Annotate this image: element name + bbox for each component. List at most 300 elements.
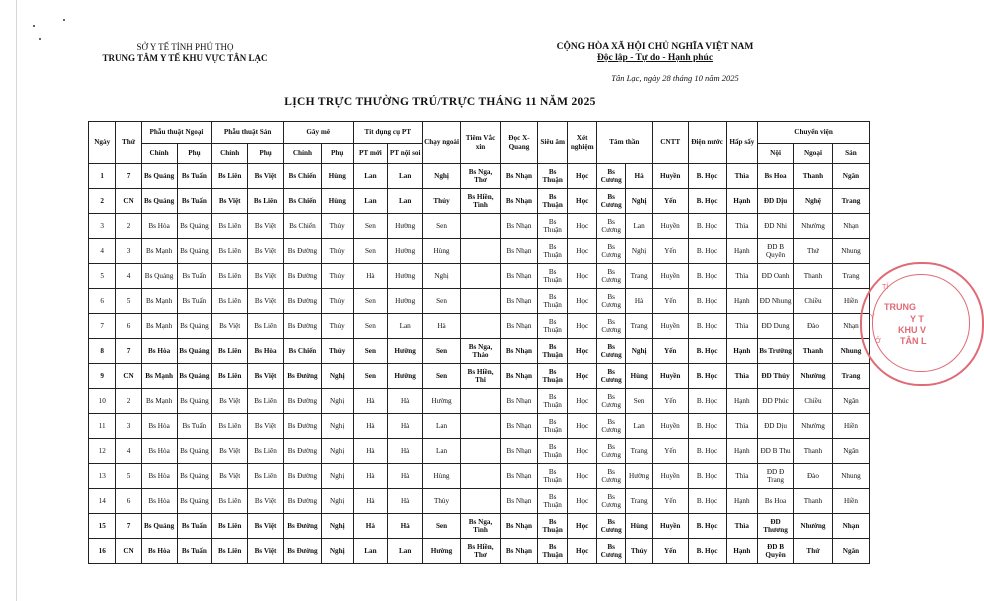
table-cell: Học (568, 364, 596, 389)
table-cell: B. Học (688, 514, 726, 539)
table-cell: Bs Thuận (537, 339, 568, 364)
table-cell: B. Học (688, 539, 726, 564)
table-row (89, 164, 870, 189)
table-cell: Nhạn (832, 214, 869, 239)
table-cell: Sen (353, 314, 388, 339)
table-cell: Huyền (652, 464, 688, 489)
table-cell: Bs Việt (248, 414, 284, 439)
col-header-cntt: CNTT (652, 122, 688, 164)
table-cell: Bs Quảng (177, 214, 212, 239)
table-cell: Hà (626, 289, 652, 314)
table-cell: Sen (423, 289, 461, 314)
table-cell: Bs Nhạn (501, 514, 538, 539)
table-cell: Thủy (423, 189, 461, 214)
table-cell: B. Học (688, 364, 726, 389)
table-cell: Bs Hòa (141, 214, 177, 239)
col-header-pt-ngoai: Phẫu thuật Ngoại (141, 122, 212, 144)
table-header (89, 122, 870, 164)
table-cell: Hiền (832, 289, 869, 314)
table-cell: Trang (832, 264, 869, 289)
table-cell: B. Học (688, 414, 726, 439)
table-cell: Thìa (726, 214, 758, 239)
table-cell: Sen (626, 389, 652, 414)
table-cell: Bs Quảng (141, 514, 177, 539)
scan-edge-line (16, 0, 17, 601)
table-cell (461, 389, 501, 414)
table-cell: Yến (652, 539, 688, 564)
table-cell: B. Học (688, 214, 726, 239)
table-cell: Huyền (652, 414, 688, 439)
table-cell: Bs Nhạn (501, 414, 538, 439)
table-cell: Bs Cương (596, 414, 626, 439)
table-cell: Bs Trường (758, 339, 794, 364)
table-cell: Nghị (321, 439, 353, 464)
table-cell: Trang (832, 364, 869, 389)
table-cell: Nghị (321, 514, 353, 539)
table-cell: Hùng (626, 514, 652, 539)
scan-speck (33, 25, 35, 27)
table-cell: Bs Hòa (141, 489, 177, 514)
table-cell: Thanh (793, 264, 832, 289)
table-cell: CN (116, 189, 141, 214)
table-cell: Thủy (321, 239, 353, 264)
table-cell: Sen (353, 339, 388, 364)
table-cell: Thủy (321, 214, 353, 239)
stamp-text: Y T (910, 314, 924, 324)
table-cell: Bs Đường (283, 489, 321, 514)
table-cell: Bs Nhạn (501, 339, 538, 364)
col-header-pt-san: Phẫu thuật Sản (212, 122, 284, 144)
table-cell: Bs Việt (248, 239, 284, 264)
table-cell: Bs Hòa (248, 339, 284, 364)
table-cell: Bs Thuận (537, 189, 568, 214)
table-cell: Bs Thuận (537, 214, 568, 239)
table-cell: Bs Cương (596, 189, 626, 214)
table-cell: Thìa (726, 414, 758, 439)
table-cell: Bs Việt (212, 439, 248, 464)
table-cell: Hường (423, 389, 461, 414)
table-cell (461, 464, 501, 489)
stamp-text: TỈ (882, 284, 889, 291)
table-cell: Nhường (793, 414, 832, 439)
table-cell: Bs Thuận (537, 439, 568, 464)
table-cell: Chiều (793, 289, 832, 314)
table-cell: Hạnh (726, 439, 758, 464)
table-cell: B. Học (688, 439, 726, 464)
table-row (89, 514, 870, 539)
table-cell: Hà (353, 389, 388, 414)
scan-speck (63, 19, 65, 21)
sub-header-noi: Nội (758, 144, 794, 164)
table-cell: Bs Cương (596, 239, 626, 264)
sub-header-san: Sản (832, 144, 869, 164)
table-cell: Bs Liên (212, 489, 248, 514)
table-cell: Học (568, 214, 596, 239)
table-cell: Hà (353, 464, 388, 489)
table-cell: 6 (116, 489, 141, 514)
table-cell: Hạnh (726, 539, 758, 564)
table-cell: Bs Đường (283, 414, 321, 439)
col-header-chay-ngoai: Chạy ngoài (423, 122, 461, 164)
table-cell: Bs Việt (212, 314, 248, 339)
table-cell: Hà (388, 439, 423, 464)
table-cell: Bs Thuận (537, 539, 568, 564)
issuing-organization (90, 42, 280, 64)
table-cell: Bs Việt (212, 189, 248, 214)
table-cell: Bs Chiến (283, 164, 321, 189)
table-cell: ĐD Nhung (758, 289, 794, 314)
table-cell: Hường (388, 289, 423, 314)
table-cell: Thìa (726, 364, 758, 389)
table-cell: Thìa (726, 164, 758, 189)
table-cell (461, 239, 501, 264)
table-cell: Hạnh (726, 339, 758, 364)
col-header-gay-me: Gây mê (283, 122, 353, 144)
table-row (89, 264, 870, 289)
table-cell: Học (568, 339, 596, 364)
table-cell: 6 (116, 314, 141, 339)
table-cell: Bs Quảng (141, 164, 177, 189)
table-cell: Bs Cương (596, 439, 626, 464)
table-cell: Ngân (832, 389, 869, 414)
sub-header-phu: Phụ (248, 144, 284, 164)
table-row (89, 464, 870, 489)
table-cell: B. Học (688, 164, 726, 189)
table-cell: Hà (353, 264, 388, 289)
table-cell: Học (568, 314, 596, 339)
table-cell: ĐD B Quyên (758, 239, 794, 264)
table-cell: Ngân (832, 539, 869, 564)
table-cell: Bs Quảng (177, 239, 212, 264)
table-cell: Hùng (321, 189, 353, 214)
table-cell: Hà (388, 389, 423, 414)
table-cell: Hùng (321, 164, 353, 189)
table-cell: Bs Tuấn (177, 264, 212, 289)
table-cell: Bs Quảng (177, 439, 212, 464)
table-cell: Thìa (726, 464, 758, 489)
table-cell: Nhường (793, 214, 832, 239)
table-cell: Hùng (626, 364, 652, 389)
table-cell: Bs Cương (596, 314, 626, 339)
table-cell: Bs Chiến (283, 189, 321, 214)
table-cell: Yến (652, 189, 688, 214)
sub-header-ngoai: Ngoại (793, 144, 832, 164)
table-cell: Bs Quảng (177, 389, 212, 414)
table-cell: Bs Việt (248, 214, 284, 239)
table-cell: Bs Nhạn (501, 189, 538, 214)
table-cell: Bs Nhạn (501, 289, 538, 314)
table-cell: Sen (353, 214, 388, 239)
table-cell: Nhường (793, 364, 832, 389)
table-cell: ĐD Dịu (758, 189, 794, 214)
table-cell: Bs Nhạn (501, 214, 538, 239)
table-row (89, 189, 870, 214)
col-header-xet-nghiem: Xét nghiệm (568, 122, 596, 164)
table-cell: Bs Thuận (537, 464, 568, 489)
table-row (89, 539, 870, 564)
table-cell: Bs Quảng (177, 464, 212, 489)
table-cell: B. Học (688, 264, 726, 289)
table-cell (461, 264, 501, 289)
table-cell: Lan (423, 414, 461, 439)
table-cell: ĐD Nhi (758, 214, 794, 239)
table-cell: Yến (652, 289, 688, 314)
table-cell: Học (568, 289, 596, 314)
table-cell: Hạnh (726, 489, 758, 514)
table-cell: B. Học (688, 489, 726, 514)
table-cell: Bs Hoa (758, 489, 794, 514)
table-cell: Bs Cương (596, 539, 626, 564)
table-cell: Nghệ (793, 189, 832, 214)
table-row (89, 289, 870, 314)
sub-header-phu: Phụ (177, 144, 212, 164)
col-header-hap-say: Hấp sấy (726, 122, 758, 164)
table-cell: 10 (89, 389, 116, 414)
table-cell: Thủy (321, 314, 353, 339)
table-cell: Ngân (832, 164, 869, 189)
table-cell: 3 (89, 214, 116, 239)
table-cell: Hùng (423, 464, 461, 489)
table-row (89, 364, 870, 389)
table-body (89, 164, 870, 564)
table-cell: 5 (116, 289, 141, 314)
table-cell: B. Học (688, 314, 726, 339)
table-cell: Chiều (793, 389, 832, 414)
table-cell: 15 (89, 514, 116, 539)
table-cell: Huyền (652, 314, 688, 339)
table-cell (461, 314, 501, 339)
table-cell: Thứ (793, 539, 832, 564)
table-cell: 2 (116, 389, 141, 414)
table-cell: 7 (116, 514, 141, 539)
table-cell: Bs Đường (283, 364, 321, 389)
table-cell: Thủy (321, 264, 353, 289)
table-cell: Bs Việt (248, 364, 284, 389)
table-cell: Bs Nhạn (501, 364, 538, 389)
table-cell: 16 (89, 539, 116, 564)
table-cell: Học (568, 439, 596, 464)
table-cell: Nghị (321, 389, 353, 414)
table-cell: Hà (423, 314, 461, 339)
table-cell: Bs Liên (248, 439, 284, 464)
table-cell: Bs Liên (248, 314, 284, 339)
table-cell: 5 (116, 464, 141, 489)
table-cell: Hà (353, 514, 388, 539)
table-cell: Yến (652, 489, 688, 514)
table-cell: Nghị (321, 539, 353, 564)
table-cell: ĐD Oanh (758, 264, 794, 289)
table-cell: Bs Liên (248, 389, 284, 414)
table-cell: Trang (626, 264, 652, 289)
table-cell: Bs Liên (212, 214, 248, 239)
table-cell: Bs Đường (283, 439, 321, 464)
table-cell: Bs Thuận (537, 239, 568, 264)
table-cell: Hường (388, 339, 423, 364)
table-cell: Trang (626, 314, 652, 339)
table-cell: Hà (388, 464, 423, 489)
table-cell: Học (568, 189, 596, 214)
table-cell: Bs Hòa (141, 439, 177, 464)
table-cell: Hạnh (726, 289, 758, 314)
table-cell: Thứ (793, 239, 832, 264)
table-cell: Bs Thuận (537, 164, 568, 189)
table-cell: Bs Việt (212, 389, 248, 414)
table-cell: ĐD Thủy (758, 364, 794, 389)
col-header-tam-than: Tâm thần (596, 122, 652, 164)
table-cell: Hường (388, 214, 423, 239)
table-cell: Trang (832, 189, 869, 214)
table-cell: Lan (353, 164, 388, 189)
table-cell: 6 (89, 289, 116, 314)
table-cell: 4 (89, 239, 116, 264)
table-cell: 12 (89, 439, 116, 464)
table-cell: 9 (89, 364, 116, 389)
table-cell: Lan (353, 189, 388, 214)
table-cell (461, 439, 501, 464)
table-cell: Thanh (793, 164, 832, 189)
col-header-chuyen-vien: Chuyển viện (758, 122, 870, 144)
table-cell: Huyền (652, 264, 688, 289)
table-cell: ĐD Phúc (758, 389, 794, 414)
table-cell: Bs Liên (212, 514, 248, 539)
table-cell: ĐD Thương (758, 514, 794, 539)
table-cell: Bs Nga, Tình (461, 514, 501, 539)
table-cell: Bs Việt (248, 539, 284, 564)
table-cell: Bs Cương (596, 164, 626, 189)
table-cell: Hà (388, 514, 423, 539)
table-cell: Bs Thuận (537, 289, 568, 314)
table-cell: Bs Việt (248, 514, 284, 539)
table-cell: 4 (116, 264, 141, 289)
stamp-text: Y (870, 314, 875, 321)
table-cell: Thanh (793, 339, 832, 364)
table-cell: Bs Cương (596, 464, 626, 489)
table-cell: Nhạn (832, 514, 869, 539)
table-cell: 1 (89, 164, 116, 189)
official-stamp (860, 262, 984, 386)
table-cell: Nghị (321, 464, 353, 489)
table-cell: Hà (626, 164, 652, 189)
table-cell: Thủy (321, 339, 353, 364)
table-cell (461, 289, 501, 314)
table-row (89, 214, 870, 239)
table-cell: 8 (89, 339, 116, 364)
table-cell: B. Học (688, 339, 726, 364)
table-cell: Bs Thuận (537, 489, 568, 514)
table-cell (461, 414, 501, 439)
table-cell: 14 (89, 489, 116, 514)
table-cell: Thìa (726, 314, 758, 339)
table-cell: Bs Thuận (537, 364, 568, 389)
table-cell: Bs Nhạn (501, 239, 538, 264)
table-cell: Trang (626, 489, 652, 514)
col-header-dien-nuoc: Điện nước (688, 122, 726, 164)
table-cell: 13 (89, 464, 116, 489)
table-row (89, 439, 870, 464)
table-cell: Bs Cương (596, 289, 626, 314)
table-cell: Bs Đường (283, 314, 321, 339)
table-cell: Hiền (832, 489, 869, 514)
col-header-doc-x-quang: Đọc X-Quang (501, 122, 538, 164)
table-cell: B. Học (688, 239, 726, 264)
table-cell: Lan (388, 314, 423, 339)
table-cell: Bs Cương (596, 364, 626, 389)
table-cell: Bs Đường (283, 239, 321, 264)
table-cell: B. Học (688, 389, 726, 414)
table-cell: Bs Quảng (177, 489, 212, 514)
table-cell: Bs Quảng (177, 314, 212, 339)
table-cell: Bs Quảng (177, 364, 212, 389)
table-cell: ĐD Dịu (758, 414, 794, 439)
table-cell: Bs Nhạn (501, 389, 538, 414)
table-cell: Bs Tuấn (177, 514, 212, 539)
table-cell: Bs Liên (248, 464, 284, 489)
stamp-text: KHU V (898, 325, 927, 335)
table-cell: Lan (388, 164, 423, 189)
table-cell: 3 (116, 414, 141, 439)
col-header-tiem-vac-xin: Tiêm Vắc xin (461, 122, 501, 164)
table-cell: Huyền (652, 164, 688, 189)
table-cell: Học (568, 264, 596, 289)
table-row (89, 314, 870, 339)
table-cell: Hạnh (726, 389, 758, 414)
table-cell: Bs Đường (283, 264, 321, 289)
table-row (89, 414, 870, 439)
sub-header-chinh: Chính (283, 144, 321, 164)
table-cell: Bs Quảng (141, 189, 177, 214)
table-cell: Lan (388, 539, 423, 564)
table-cell: Hạnh (726, 189, 758, 214)
table-cell: Bs Việt (248, 289, 284, 314)
table-cell: Học (568, 539, 596, 564)
table-cell: Hường (423, 539, 461, 564)
table-cell: Bs Mạnh (141, 364, 177, 389)
sub-header-pt-moi: PT mới (353, 144, 388, 164)
table-cell: Nghị (321, 414, 353, 439)
org-parent: SỞ Y TẾ TỈNH PHÚ THỌ (136, 42, 234, 52)
table-cell: Bs Hòa (141, 414, 177, 439)
table-cell: Bs Quảng (141, 264, 177, 289)
table-row (89, 489, 870, 514)
sub-header-phu: Phụ (321, 144, 353, 164)
table-cell: Học (568, 514, 596, 539)
table-cell: Bs Nga, Thơ (461, 164, 501, 189)
table-cell: Sen (423, 214, 461, 239)
table-cell: Đào (793, 314, 832, 339)
table-cell: Bs Cương (596, 339, 626, 364)
table-cell: B. Học (688, 289, 726, 314)
col-header-ngay: Ngày (89, 122, 116, 164)
table-cell: Bs Liên (212, 239, 248, 264)
table-cell: Bs Tuấn (177, 189, 212, 214)
sub-header-chinh: Chính (212, 144, 248, 164)
table-cell: Ngân (832, 439, 869, 464)
table-cell: CN (116, 539, 141, 564)
table-cell: Hùng (423, 239, 461, 264)
table-cell: Bs Đường (283, 464, 321, 489)
table-cell: Huyền (652, 214, 688, 239)
table-cell: ĐD Dung (758, 314, 794, 339)
table-cell: Nghị (321, 489, 353, 514)
table-cell: Bs Liên (212, 364, 248, 389)
table-cell (461, 489, 501, 514)
table-cell: Hạnh (726, 239, 758, 264)
table-cell: Bs Đường (283, 389, 321, 414)
table-cell: Bs Đường (283, 289, 321, 314)
table-cell: Bs Liên (212, 264, 248, 289)
table-cell: Bs Hiền, Thi (461, 364, 501, 389)
table-cell: Bs Hiền, Thơ (461, 539, 501, 564)
